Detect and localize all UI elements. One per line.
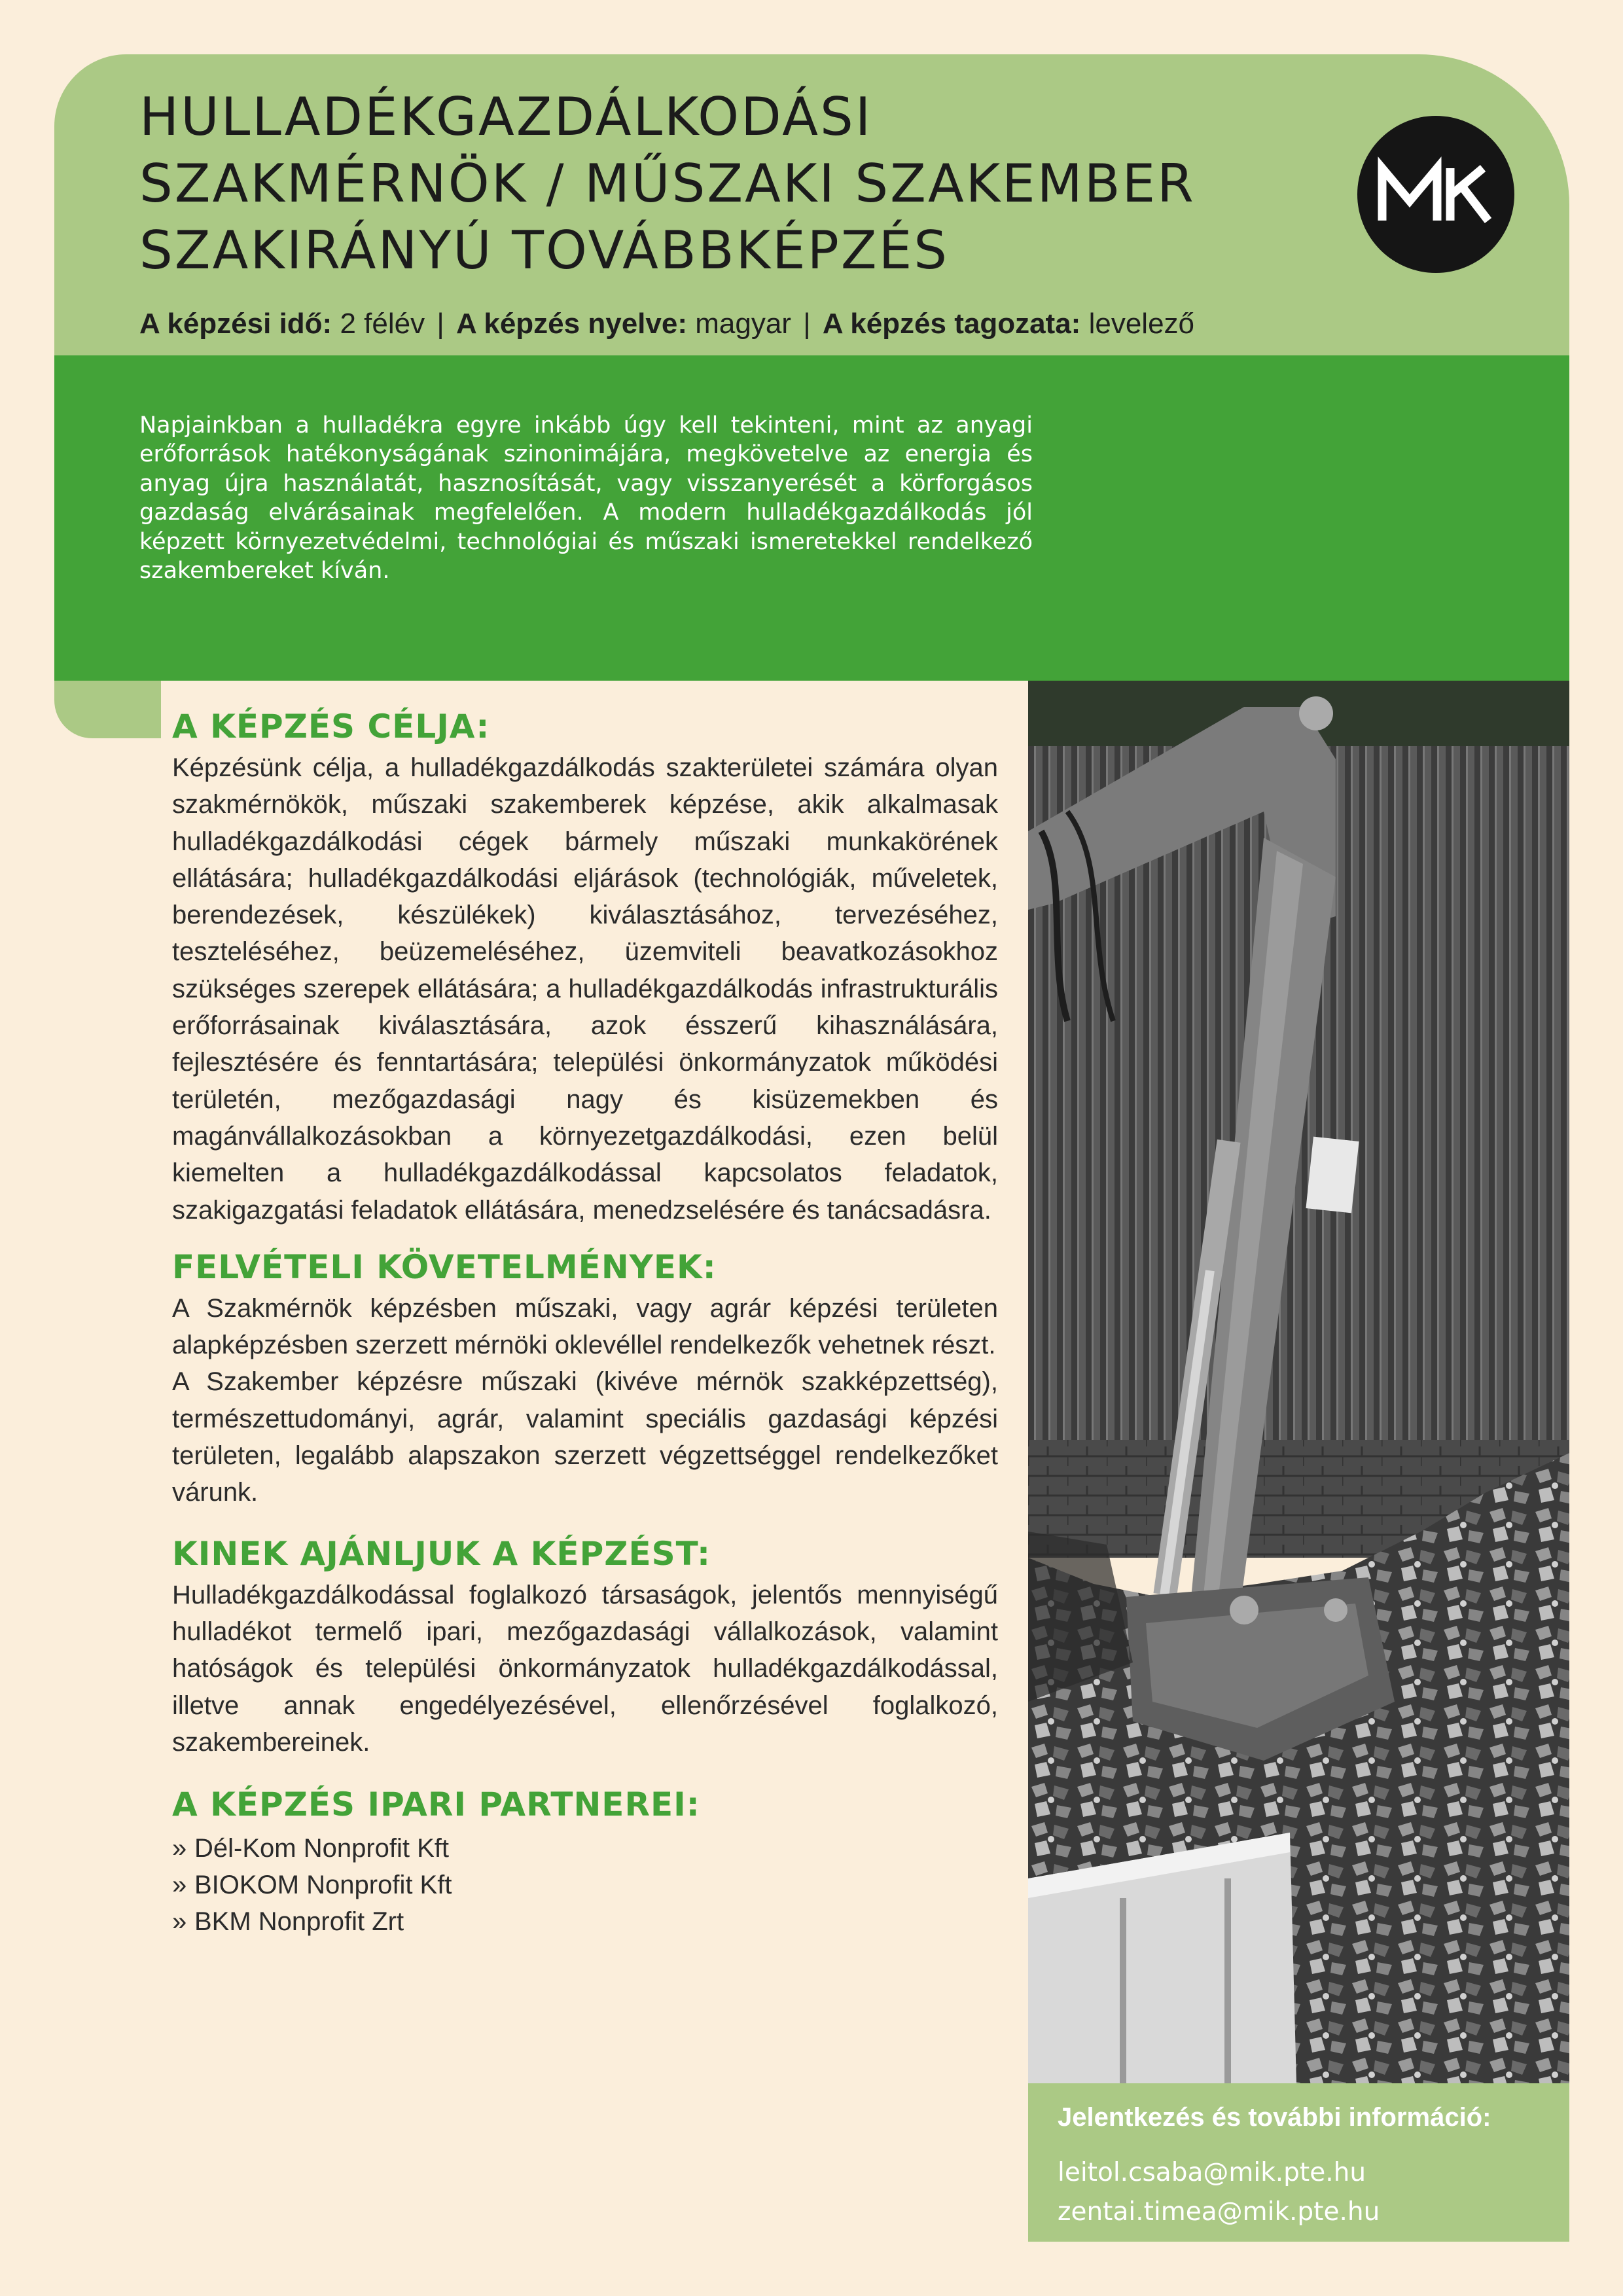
goal-section <box>172 704 998 1229</box>
goal-body: Képzésünk célja, a hulladékgazdálkodás szakterületei számára olyan szakmérnökök, műszaki szakemberek képzése, akik alkalmasak hulladékgazdálkodási cégek bármely műszaki munkakörének ellátására; hulladékgazdálkodási eljárások (technológiák, műveletek, berendezések, készülékek) kiválasztásához, tervezéséhez, teszteléséhez, beüzemeléséhez, üzemviteli beavatkozásokhoz szükséges szerepek ellátására; a hulladékgazdálkodás infrastrukturális erőforrásainak kiválasztására, azok ésszerű kihasználására, fejlesztésére és fenntartására; települési önkormányzatok működési területén, mezőgazdasági nagy és kisüzemekben és magánvállalkozásokban a környezetgazdálkodási, ezen belül kiemelten a hulladékgazdálkodással kapcsolatos feladatok, szakigazgatási feladatok ellátására, menedzselésére és tanácsadásra. <box>172 753 998 1225</box>
title-line-1: HULLADÉKGAZDÁLKODÁSI <box>139 86 873 147</box>
list-item <box>172 1903 998 1940</box>
partners-section <box>172 1782 998 1940</box>
contact-emails <box>1058 2153 1569 2232</box>
contact-box <box>1028 2083 1569 2242</box>
meta-separator: | <box>437 308 444 340</box>
contact-email[interactable]: leitol.csaba@mik.pte.hu <box>1058 2158 1366 2187</box>
audience-body: Hulladékgazdálkodással foglalkozó társaságok, jelentős mennyiségű hulladékot termelő ipari, mezőgazdasági vállalkozások, valamint hatóságok és települési önkormányzatok hulladékgazdálkodással, illetve annak engedélyezésével, ellenőrzésével foglalkozó, szakembereinek. <box>172 1580 998 1757</box>
bullet-icon: » <box>172 1834 187 1863</box>
admission-body-1: A Szakmérnök képzésben műszaki, vagy agrár képzési területen alapképzésben szerzett mérnöki oklevéllel rendelkezők vehetnek részt. <box>172 1293 998 1360</box>
language-label: A képzés nyelve: <box>456 308 687 340</box>
schedule-value: levelező <box>1088 308 1195 340</box>
contact-heading: Jelentkezés és további információ: <box>1058 2103 1491 2132</box>
logo-text: MIK <box>1436 266 1437 267</box>
partner-name: BIOKOM Nonprofit Kft <box>194 1871 452 1900</box>
duration-label: A képzési idő: <box>139 308 332 340</box>
admission-heading: FELVÉTELI KÖVETELMÉNYEK: <box>172 1247 717 1286</box>
partners-heading: A KÉPZÉS IPARI PARTNEREI: <box>172 1785 700 1824</box>
language-value: magyar <box>695 308 791 340</box>
audience-section <box>172 1531 998 1761</box>
partners-list <box>172 1830 998 1940</box>
page-title <box>139 84 1357 284</box>
partner-name: BKM Nonprofit Zrt <box>194 1907 404 1937</box>
goal-heading: A KÉPZÉS CÉLJA: <box>172 708 490 745</box>
schedule-label: A képzés tagozata: <box>822 308 1081 340</box>
bullet-icon: » <box>172 1907 187 1937</box>
partner-name: Dél-Kom Nonprofit Kft <box>194 1834 450 1863</box>
mik-logo <box>1357 116 1514 273</box>
bullet-icon: » <box>172 1871 187 1900</box>
admission-body-2: A Szakember képzésre műszaki (kivéve mérnök szakképzettség), természettudományi, agrár, valamint speciális gazdasági képzési területen, legalább alapszakon szerzett végzettséggel rendelkezőket várunk. <box>172 1367 998 1507</box>
admission-section <box>172 1244 998 1511</box>
program-meta <box>139 308 1194 340</box>
audience-heading: KINEK AJÁNLJUK A KÉPZÉST: <box>172 1534 711 1573</box>
contact-email[interactable]: zentai.timea@mik.pte.hu <box>1058 2197 1380 2227</box>
decorative-tab <box>54 681 161 738</box>
intro-text: Napjainkban a hulladékra egyre inkább úgy kell tekinteni, mint az anyagi erőforrások hatékonyságának szinonimájára, megkövetelve az energia és anyag újra használatát, hasznosítását, vagy visszanyerését a körforgásos gazdaság elvárásainak megfelelően. A modern hulladékgazdálkodás jól képzett környezetvédelmi, technológiai és műszaki ismeretekkel rendelkező szakembereket kíván. <box>139 412 1033 584</box>
list-item <box>172 1867 998 1903</box>
list-item <box>172 1830 998 1867</box>
main-content <box>172 704 998 1940</box>
title-line-2: SZAKMÉRNÖK / MŰSZAKI SZAKEMBER <box>139 153 1196 214</box>
duration-value: 2 félév <box>340 308 425 340</box>
title-line-3: SZAKIRÁNYÚ TOVÁBBKÉPZÉS <box>139 220 950 281</box>
excavator-photo <box>1028 681 1569 2083</box>
meta-separator: | <box>803 308 811 340</box>
